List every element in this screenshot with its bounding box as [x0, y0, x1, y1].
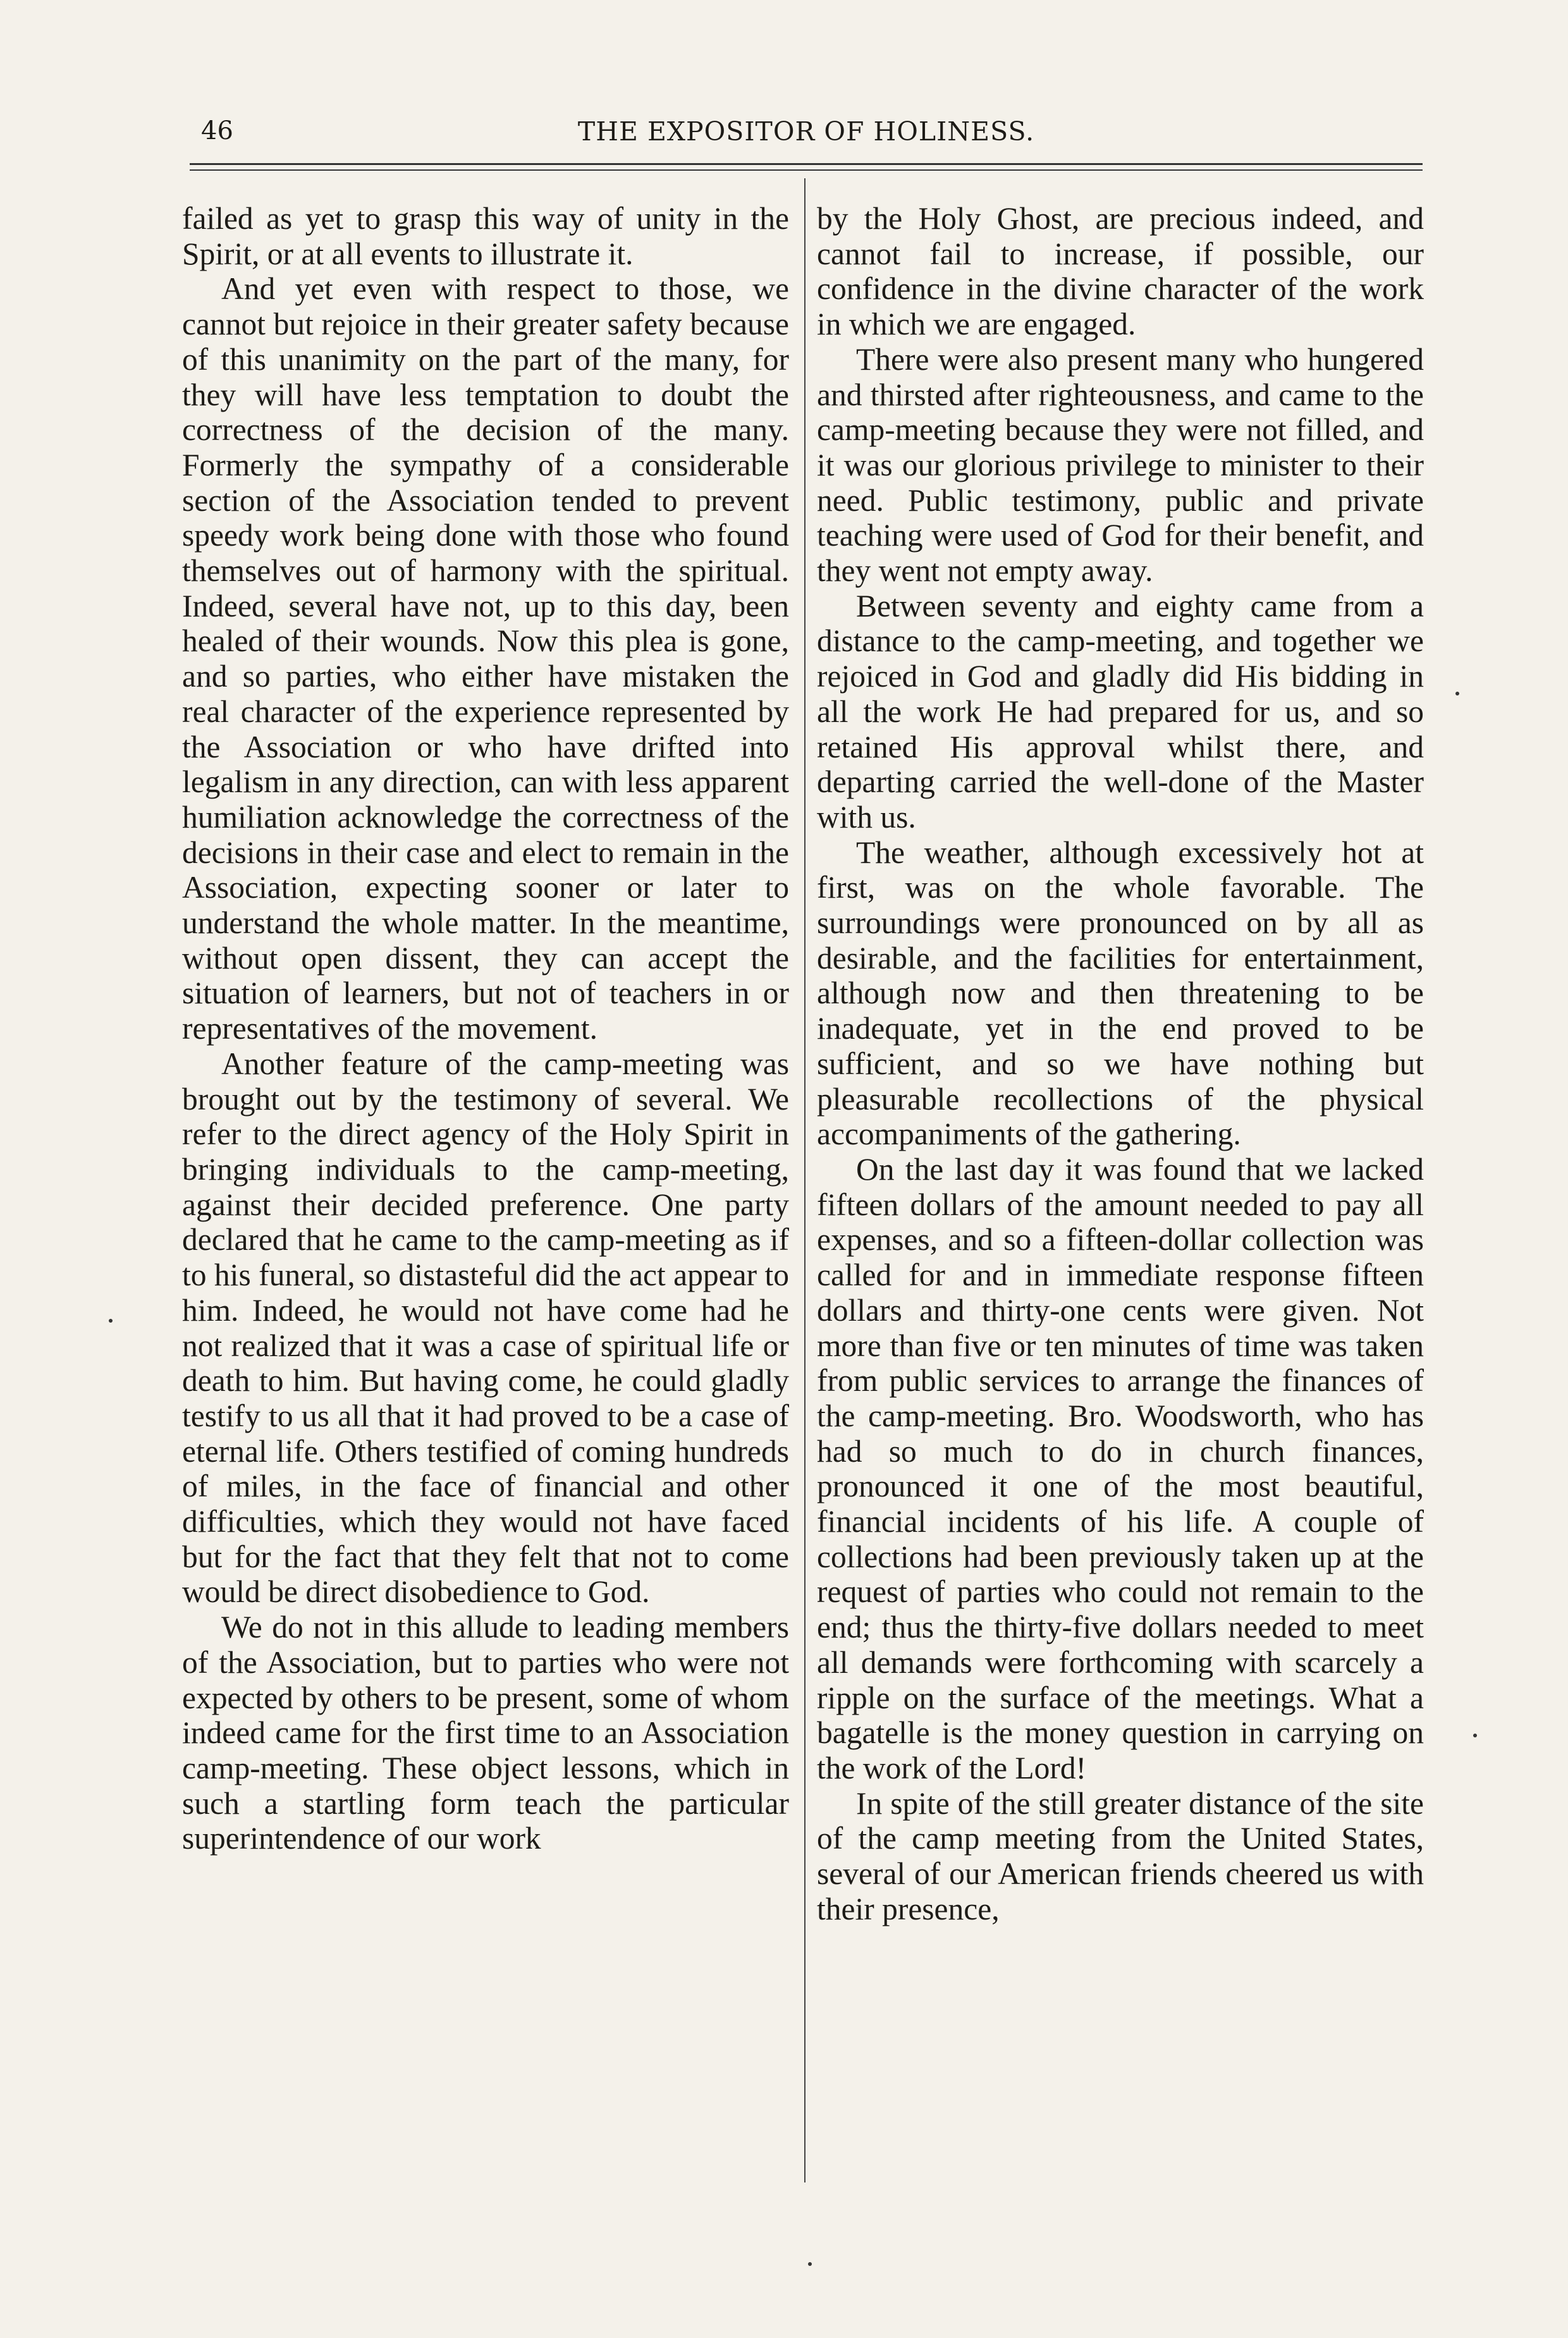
right-column [817, 201, 1424, 2180]
ink-speck [109, 1319, 113, 1323]
running-title: THE EXPOSITOR OF HOLINESS. [577, 116, 1035, 147]
ink-speck [1473, 1734, 1477, 1737]
ink-speck [1455, 692, 1459, 695]
paragraph: Between seventy and eighty came from a distance to the camp-meeting, and together we rejoiced in God and gladly did His bidding in all the work He had prepared for us, and so retained His approval whilst there, and departing carried the well-done of the Master with us. [817, 588, 1424, 835]
column-divider [804, 178, 805, 2182]
paragraph: We do not in this allude to leading members of the Association, but to parties who were not expected by others to be present, some of whom indeed came for the first time to an Association camp-meeting. These object lessons, which in such a startling form teach the particular superintendence of our work [182, 1610, 789, 1856]
header-rule-bottom [190, 169, 1423, 171]
paragraph: And yet even with respect to those, we cannot but rejoice in their greater safety because of this unanimity on the part of the many, for they will have less temptation to doubt the correctness of the decision of the many. Formerly the sympathy of a considerable section of the Association tended to prevent speedy work being done with those who found themselves out of harmony with the spiritual. Indeed, several have not, up to this day, been healed of their wounds. Now this plea is gone, and so parties, who either have mistaken the real character of the experience represented by the Association or who have drifted into legalism in any direction, can with less apparent humiliation acknowledge the correctness of the decisions in their case and elect to remain in the Association, expecting sooner or later to understand the whole matter. In the meantime, without open dissent, they can accept the situation of learners, but not of teachers in or representatives of the movement. [182, 271, 789, 1046]
paragraph: On the last day it was found that we lacked fifteen dollars of the amount needed to pay all expenses, and so a fifteen-dollar collection was called for and in immediate response fifteen dollars and thirty-one cents were given. Not more than five or ten minutes of time was taken from public services to arrange the finances of the camp-meeting. Bro. Woodsworth, who has had so much to do in church finances, pronounced it one of the most beautiful, financial incidents of his life. A couple of collections had been previously taken up at the request of parties who could not remain to the end; thus the thirty-five dollars needed to meet all demands were forthcoming with scarcely a ripple on the surface of the meetings. What a bagatelle is the money question in carrying on the work of the Lord! [817, 1151, 1424, 1785]
ink-speck [808, 2262, 812, 2266]
paragraph: There were also present many who hungered and thirsted after righteousness, and came to the camp-meeting because they were not filled, and it was our glorious privilege to minister to their need. Public testimony, public and private teaching were used of God for their benefit, and they went not empty away. [817, 341, 1424, 589]
left-column [182, 201, 789, 2180]
paragraph: Another feature of the camp-meeting was brought out by the testimony of several. We refer to the direct agency of the Holy Spirit in bringing individuals to the camp-meeting, against their decided preference. One party declared that he came to the camp-meeting as if to his funeral, so distasteful did the act appear to him. Indeed, he would not have come had he not realized that it was a case of spiritual life or death to him. But having come, he could gladly testify to us all that it had proved to be a case of eternal life. Others testified of coming hundreds of miles, in the face of financial and other difficulties, which they would not have faced but for the fact that they felt that not to come would be direct disobedience to God. [182, 1046, 789, 1610]
paragraph: failed as yet to grasp this way of unity in the Spirit, or at all events to illustrate it. [182, 201, 789, 271]
page-header [190, 113, 1423, 157]
paragraph: In spite of the still greater distance of the site of the camp meeting from the United States, several of our American friends cheered us with their presence, [817, 1785, 1424, 1926]
paragraph: The weather, although excessively hot at first, was on the whole favorable. The surroundings were pronounced on by all as desirable, and the facilities for entertainment, although now and then threatening to be inadequate, yet in the end proved to be sufficient, and so we have nothing but pleasurable recollections of the physical accompaniments of the gathering. [817, 835, 1424, 1152]
paragraph: by the Holy Ghost, are precious indeed, and cannot fail to increase, if possible, our confidence in the divine character of the work in which we are engaged. [817, 201, 1424, 342]
page-number: 46 [201, 116, 233, 145]
header-rule-top [190, 163, 1423, 165]
